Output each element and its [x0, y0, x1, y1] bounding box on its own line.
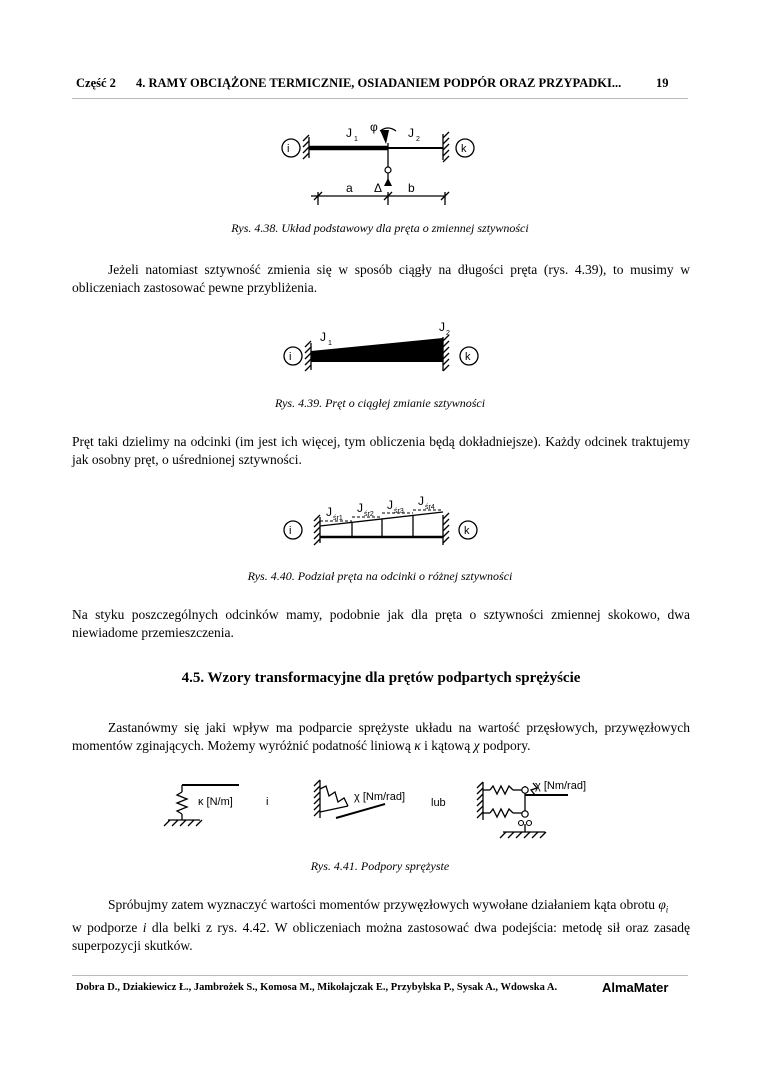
fig438-j2-label: J: [408, 126, 414, 140]
fig440-j-label-3: J: [387, 498, 393, 512]
figure-4-40: [0, 493, 760, 563]
fig440-node-k: k: [464, 525, 470, 537]
fig440-j-label-1: J: [326, 505, 332, 519]
fig439-j2-label: J: [439, 320, 445, 334]
fig439-j2-sub: 2: [446, 330, 450, 337]
phi-symbol: φ: [658, 897, 666, 912]
fig440-sub-2: śr2: [364, 511, 374, 518]
header-rule: [72, 98, 688, 99]
fig440-sub-3: śr3: [394, 508, 404, 515]
fig438-delta-label: Δ: [374, 181, 383, 195]
fig438-j1-sub: 1: [354, 136, 358, 143]
kappa-symbol: κ: [414, 737, 421, 753]
fig441-chi-label-2: χ [Nm/rad]: [535, 780, 587, 792]
fig441-caption: Rys. 4.41. Podpory sprężyste: [310, 859, 450, 873]
paragraph-1: Jeżeli natomiast sztywność zmienia się w sposób ciągły na długości pręta (rys. 4.39), to musimy w obliczeniach zastosować pewne przybliżenia.: [72, 262, 690, 295]
fig440-j-label-2: J: [357, 501, 363, 515]
fig440-sub-1: śr1: [333, 515, 343, 522]
chi-symbol: χ: [473, 737, 480, 753]
fig441-kappa-label: κ [N/m]: [198, 796, 233, 808]
fig438-j2-sub: 2: [416, 136, 420, 143]
fig438-b-label: b: [408, 181, 415, 195]
header-chapter: 4. RAMY OBCIĄŻONE TERMICZNIE, OSIADANIEM PODPÓR ORAZ PRZYPADKI...: [136, 76, 622, 90]
fig440-node-i: i: [289, 525, 292, 537]
section-title: 4.5. Wzory transformacyjne dla prętów podpartych sprężyście: [181, 670, 581, 686]
footer-authors: Dobra D., Dziakiewicz Ł., Jambrożek S., Komosa M., Mikołajczak E., Przybyłska P., Sysak A., Wdowska A.: [76, 982, 558, 993]
fig438-caption: Rys. 4.38. Układ podstawowy dla pręta o zmiennej sztywności: [231, 221, 529, 235]
fig440-sub-4: śr4: [425, 504, 435, 511]
header-part: Część 2: [76, 76, 116, 90]
paragraph-5: Spróbujmy zatem wyznaczyć wartości momentów przywęzłowych wywołane działaniem kąta obrotu $\varphi_i$ w podporze i dla belki z rys. 4.42. W obliczeniach można zastosować dwa podejścia: metodę sił oraz zasadę superpozycji skutków.: [72, 897, 691, 953]
fig441-word-lub: lub: [431, 797, 446, 809]
paragraph-3: Na styku poszczególnych odcinków mamy, podobnie jak dla pręta o sztywności zmiennej skokowo, dwa niewiadome przemieszczenia.: [72, 607, 690, 640]
fig441-word-i: i: [266, 796, 269, 808]
paragraph-4: Zastanówmy się jaki wpływ ma podparcie sprężyste układu na wartość przęsłowych, przywęzłowych momentów zginających. Możemy wyróżnić podatność liniową κ i kątową χ podpory.: [72, 720, 690, 753]
paragraph-2: Pręt taki dzielimy na odcinki (im jest ich więcej, tym obliczenia będą dokładniejsze). Każdy odcinek traktujemy jak osobny pręt, o uśrednionej sztywności.: [72, 434, 690, 467]
fig439-node-i: i: [289, 351, 292, 363]
figure-4-41: [0, 772, 760, 852]
footer-rule: [72, 975, 688, 976]
fig439-j1-sub: 1: [328, 340, 332, 347]
footer-brand: AlmaMater: [602, 980, 669, 995]
fig438-node-i: i: [287, 143, 290, 155]
fig440-j-label-4: J: [418, 494, 424, 508]
fig438-a-label: a: [346, 181, 353, 195]
page-number: 19: [656, 76, 669, 90]
fig438-node-k: k: [461, 143, 467, 155]
fig438-j1-label: J: [346, 126, 352, 140]
fig440-caption: Rys. 4.40. Podział pręta na odcinki o różnej sztywności: [247, 569, 513, 583]
fig438-phi-label: φ: [370, 120, 378, 134]
fig439-j1-label: J: [320, 330, 326, 344]
fig439-caption: Rys. 4.39. Pręt o ciągłej zmianie sztywności: [274, 396, 486, 410]
fig441-chi-label-1: χ [Nm/rad]: [354, 791, 406, 803]
figure-4-39: [0, 318, 760, 378]
fig439-node-k: k: [465, 351, 471, 363]
